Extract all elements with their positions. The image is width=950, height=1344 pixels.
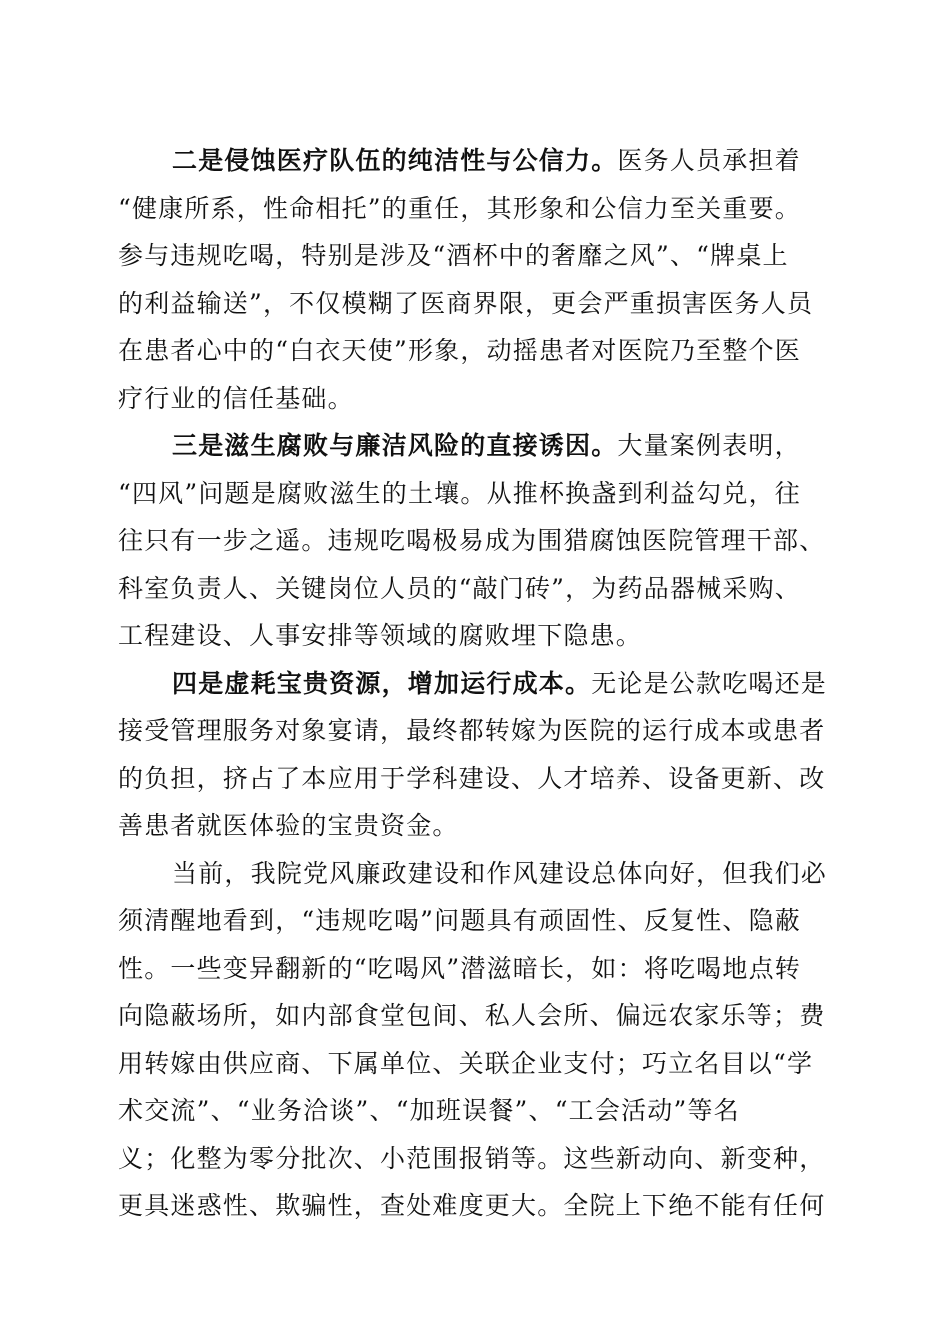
- paragraph-line: 当前，我院党风廉政建设和作风建设总体向好，但我们必: [172, 858, 828, 888]
- paragraph-line: 义；化整为零分批次、小范围报销等。这些新动向、新变种，: [118, 1143, 826, 1173]
- paragraph-line: 性。一些变异翻新的“吃喝风”潜滋暗长，如：将吃喝地点转: [118, 953, 801, 983]
- paragraph-line: 须清醒地看到，“违规吃喝”问题具有顽固性、反复性、隐蔽: [118, 906, 801, 935]
- paragraph-3: [118, 422, 826, 660]
- paragraph-heading: 二是侵蚀医疗队伍的纯洁性与公信力。: [172, 146, 618, 175]
- line-text: 医务人员承担着: [617, 146, 801, 175]
- paragraph-line: [118, 422, 826, 470]
- paragraph-line: 向隐蔽场所，如内部食堂包间、私人会所、偏远农家乐等；费: [118, 1001, 826, 1030]
- paragraph-line: 用转嫁由供应商、下属单位、关联企业支付；巧立名目以“学: [118, 1048, 814, 1078]
- paragraph-line: 善患者就医体验的宝贵资金。: [118, 811, 459, 840]
- paragraph-line: 往只有一步之遥。违规吃喝极易成为围猎腐蚀医院管理干部、: [118, 526, 826, 555]
- line-text: 大量案例表明，: [617, 431, 801, 460]
- paragraph-line: 参与违规吃喝，特别是涉及“酒杯中的奢靡之风”、“牌桌上: [118, 241, 789, 270]
- paragraph-line: 接受管理服务对象宴请，最终都转嫁为医院的运行成本或患者: [118, 716, 826, 745]
- paragraph-line: “四风”问题是腐败滋生的土壤。从推杯换盏到利益勾兑，往: [118, 478, 801, 508]
- paragraph-line: 在患者心中的“白衣天使”形象，动摇患者对医院乃至整个医: [118, 336, 801, 365]
- paragraph-line: 科室负责人、关键岗位人员的“敲门砖”，为药品器械采购、: [118, 573, 801, 603]
- paragraph-heading: 三是滋生腐败与廉洁风险的直接诱因。: [172, 431, 618, 460]
- paragraph-4: [118, 660, 826, 850]
- paragraph-line: 工程建设、人事安排等领域的腐败埋下隐患。: [118, 621, 643, 650]
- paragraph-line: “健康所系，性命相托”的重任，其形象和公信力至关重要。: [118, 193, 801, 223]
- paragraph-line: [118, 660, 826, 708]
- document-body: [118, 137, 826, 1230]
- paragraph-current: [118, 850, 826, 1230]
- paragraph-line: [118, 137, 826, 185]
- paragraph-line: 更具迷惑性、欺骗性，查处难度更大。全院上下绝不能有任何: [118, 1191, 826, 1220]
- paragraph-2: [118, 137, 826, 422]
- paragraph-line: 的利益输送”，不仅模糊了医商界限，更会严重损害医务人员: [118, 288, 814, 318]
- paragraph-line: 的负担，挤占了本应用于学科建设、人才培养、设备更新、改: [118, 763, 826, 793]
- paragraph-line: 术交流”、“业务洽谈”、“加班误餐”、“工会活动”等名: [118, 1096, 740, 1125]
- paragraph-line: 疗行业的信任基础。: [118, 383, 354, 413]
- line-text: 无论是公款吃喝还是: [591, 668, 828, 698]
- paragraph-heading: 四是虚耗宝贵资源，增加运行成本。: [172, 668, 592, 698]
